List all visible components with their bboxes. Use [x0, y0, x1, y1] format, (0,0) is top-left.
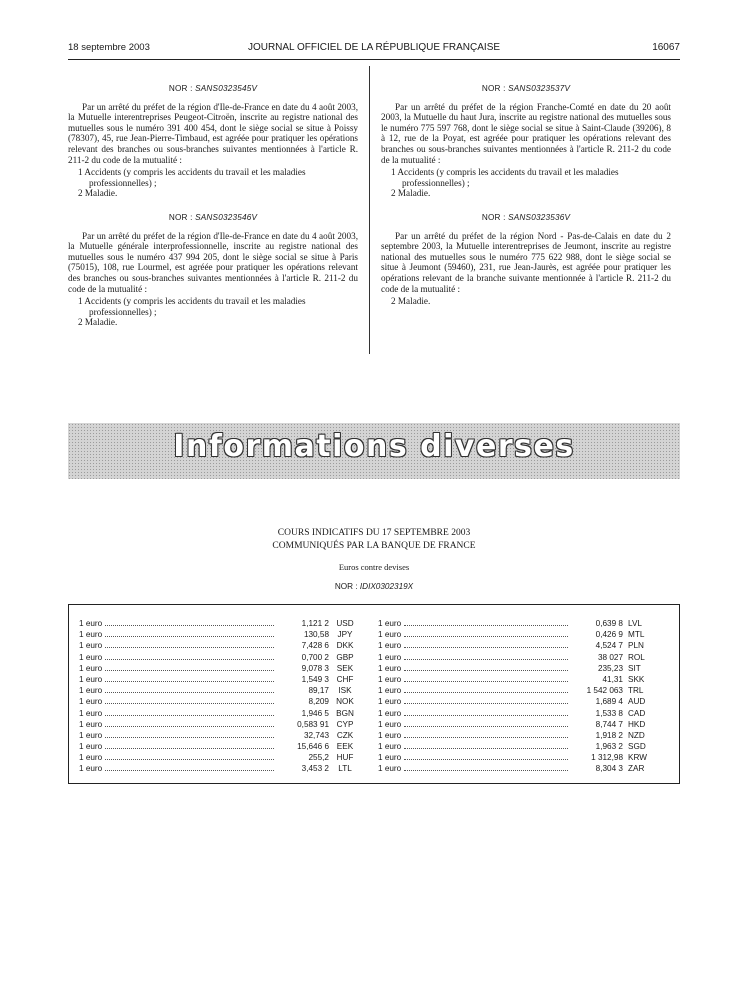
rate-row: [79, 674, 361, 685]
currency-code: CYP: [336, 719, 354, 729]
currency-code: SGD: [628, 742, 646, 752]
currency-code: GBP: [336, 652, 354, 662]
rate-row: [378, 674, 660, 685]
rate-base: 1 euro: [378, 730, 402, 740]
exchange-rates-heading: [68, 527, 680, 593]
rate-value: 1,963 2: [595, 742, 623, 752]
nor-label: NOR :: [481, 84, 506, 93]
currency-code: LVL: [628, 619, 642, 628]
rate-base: 1 euro: [79, 674, 103, 684]
rate-row: [378, 618, 660, 629]
currency-code: LTL: [338, 764, 352, 774]
nor-label: NOR :: [168, 212, 193, 222]
rate-row: [378, 685, 660, 696]
dot-leader: [404, 640, 568, 648]
rate-base: 1 euro: [79, 764, 103, 774]
dot-leader: [404, 730, 568, 738]
branch-item: professionnelles) ;: [402, 177, 470, 188]
dot-leader: [404, 741, 568, 749]
rate-base: 1 euro: [79, 719, 103, 729]
dot-leader: [105, 629, 274, 637]
branch-item: 2 Maladie.: [391, 188, 431, 199]
exchange-rates-table: [68, 604, 680, 784]
dot-leader: [404, 674, 568, 682]
nor-label: NOR :: [168, 84, 193, 93]
rate-row: [79, 640, 361, 651]
dot-leader: [404, 696, 568, 704]
rate-base: 1 euro: [378, 674, 402, 684]
rate-row: [79, 719, 361, 730]
dot-leader: [404, 652, 568, 660]
nor-code: SANS0323545V: [195, 84, 258, 93]
decree-block: [68, 84, 358, 199]
rate-row: [378, 629, 660, 640]
rate-row: [378, 696, 660, 707]
currency-code: CHF: [336, 674, 354, 684]
currency-code: ISK: [338, 686, 352, 696]
rate-base: 1 euro: [378, 641, 402, 651]
rate-value: 0,639 8: [595, 619, 623, 628]
nor-label: NOR :: [481, 212, 506, 222]
rate-value: 1,533 8: [595, 708, 623, 718]
dot-leader: [105, 663, 274, 671]
rate-row: [378, 663, 660, 674]
rate-value: 255,2: [308, 753, 329, 763]
rate-base: 1 euro: [378, 719, 402, 729]
rate-value: 89,17: [308, 686, 329, 696]
rate-value: 1,946 5: [301, 708, 329, 718]
decree-block: [381, 213, 671, 307]
nor-code: IDIX0302319X: [359, 582, 414, 591]
rate-value: 0,700 2: [301, 652, 329, 662]
rate-value: 38 027: [597, 652, 623, 662]
rate-value: 1,121 2: [301, 619, 329, 628]
rates-left-column: [79, 618, 361, 775]
dot-leader: [105, 741, 274, 749]
rate-row: [79, 663, 361, 674]
decree-text: Par un arrêté du préfet de la région Franche-Comté en date du 20 août 2003, la Mutuelle du haut Jura, inscrite au registre national des mutuelles sous le numéro 775 597 768, dont le siège social se situe à Saint-Claude (39206), 8 à 12, rue de la Poyat, est agréée pour pratiquer les opérations relevant des branches ou sous-branches suivantes mentionnées à l'article R. 211-2 du code de la mutualité :: [381, 101, 671, 165]
currency-code: JPY: [337, 630, 353, 640]
rate-base: 1 euro: [79, 730, 103, 740]
currency-code: BGN: [336, 708, 354, 718]
cours-line1: COURS INDICATIFS DU 17 SEPTEMBRE 2003: [277, 528, 471, 538]
rate-base: 1 euro: [378, 697, 402, 707]
rate-value: 3,453 2: [301, 764, 329, 774]
decree-block: [68, 213, 358, 328]
nor-code: SANS0323536V: [508, 212, 571, 222]
rate-base: 1 euro: [79, 697, 103, 707]
rate-value: 41,31: [602, 674, 623, 684]
right-column: [381, 84, 671, 321]
dot-leader: [404, 618, 568, 626]
nor-code: SANS0323546V: [195, 212, 258, 222]
rate-row: [378, 719, 660, 730]
rate-row: [378, 741, 660, 752]
rate-value: 130,58: [303, 630, 329, 640]
dot-leader: [404, 763, 568, 771]
rate-value: 8,744 7: [595, 719, 623, 729]
rate-row: [378, 652, 660, 663]
nor-reference: [68, 213, 358, 224]
branch-item: 2 Maladie.: [391, 296, 431, 307]
cours-nor: [68, 580, 680, 593]
currency-code: ROL: [628, 652, 645, 662]
currency-code: PLN: [628, 641, 644, 651]
decree-text: Par un arrêté du préfet de la région Nord - Pas-de-Calais en date du 2 septembre 2003, la Mutuelle interentreprises de Jeumont, inscrite au registre national des mutuelles sous le numéro 775 622 988, dont le siège social se situe à Jeumont (59460), 231, rue Jean-Jaurès, est agréée pour pratiquer les opérations relevant de la branche suivante mentionnée à l'article R. 211-2 du code de la mutualité :: [381, 230, 671, 294]
rate-base: 1 euro: [378, 686, 402, 696]
branch-item: professionnelles) ;: [89, 177, 157, 188]
rate-base: 1 euro: [378, 753, 402, 763]
rate-row: [378, 640, 660, 651]
dot-leader: [105, 708, 274, 716]
branch-item: 2 Maladie.: [78, 317, 118, 328]
rate-base: 1 euro: [378, 742, 402, 752]
column-divider: [369, 66, 370, 354]
rate-base: 1 euro: [378, 764, 402, 774]
rate-base: 1 euro: [79, 708, 103, 718]
rate-row: [79, 629, 361, 640]
dot-leader: [404, 629, 568, 637]
branch-item: 1 Accidents (y compris les accidents du travail et les maladies: [391, 167, 619, 178]
currency-code: ZAR: [628, 764, 645, 774]
decree-block: [381, 84, 671, 199]
rate-row: [79, 652, 361, 663]
rate-value: 7,428 6: [301, 641, 329, 651]
currency-code: KRW: [628, 753, 647, 763]
rate-value: 4,524 7: [595, 641, 623, 651]
rate-base: 1 euro: [79, 686, 103, 696]
rate-base: 1 euro: [79, 652, 103, 662]
left-column: [68, 84, 358, 342]
rate-row: [378, 730, 660, 741]
dot-leader: [404, 708, 568, 716]
nor-reference: [381, 84, 671, 95]
header-date: 18 septembre 2003: [68, 42, 150, 53]
currency-code: CZK: [336, 730, 354, 740]
rate-value: 8,304 3: [595, 764, 623, 774]
rate-row: [79, 685, 361, 696]
branch-item: 2 Maladie.: [78, 188, 118, 199]
rate-value: 1,549 3: [301, 674, 329, 684]
currency-code: DKK: [336, 641, 354, 651]
currency-code: TRL: [628, 686, 644, 696]
rates-right-column: [378, 618, 660, 775]
rate-value: 9,078 3: [301, 663, 329, 673]
dot-leader: [105, 752, 274, 760]
rate-base: 1 euro: [79, 663, 103, 673]
dot-leader: [105, 696, 274, 704]
rate-row: [79, 752, 361, 763]
rate-base: 1 euro: [378, 652, 402, 662]
currency-code: SKK: [628, 674, 645, 684]
rate-value: 32,743: [303, 730, 329, 740]
cours-line2: COMMUNIQUÉS PAR LA BANQUE DE FRANCE: [272, 541, 476, 551]
rate-base: 1 euro: [378, 663, 402, 673]
rate-row: [79, 763, 361, 774]
rate-value: 0,426 9: [595, 630, 623, 640]
dot-leader: [105, 763, 274, 771]
rate-base: 1 euro: [79, 641, 103, 651]
rate-value: 1 542 063: [586, 686, 623, 696]
rate-row: [79, 708, 361, 719]
section-banner: [68, 423, 680, 479]
cours-subtitle: Euros contre devises: [338, 562, 410, 572]
currency-code: NOK: [336, 697, 354, 707]
dot-leader: [105, 685, 274, 693]
rate-base: 1 euro: [378, 630, 402, 640]
header-rule: [68, 59, 680, 60]
branch-item: 1 Accidents (y compris les accidents du travail et les maladies: [78, 296, 306, 307]
rate-row: [79, 730, 361, 741]
dot-leader: [404, 719, 568, 727]
rate-row: [79, 741, 361, 752]
rate-value: 1,918 2: [595, 730, 623, 740]
branch-item: professionnelles) ;: [89, 306, 157, 317]
page-header: [68, 42, 680, 56]
nor-reference: [68, 84, 358, 95]
currency-code: EEK: [336, 742, 354, 752]
rate-value: 8,209: [308, 697, 329, 707]
section-title: Informations diverses: [173, 429, 575, 464]
currency-code: SEK: [336, 663, 354, 673]
currency-code: MTL: [628, 630, 645, 640]
rate-row: [79, 618, 361, 629]
currency-code: NZD: [628, 730, 645, 740]
currency-code: USD: [336, 619, 354, 628]
rate-value: 1 312,98: [591, 753, 623, 763]
dot-leader: [404, 752, 568, 760]
page-number: 16067: [652, 42, 680, 53]
rate-row: [79, 696, 361, 707]
decree-text: Par un arrêté du préfet de la région d'Ile-de-France en date du 4 août 2003, la Mutuelle interentreprises Peugeot-Citroën, inscrite au registre national des mutuelles sous le numéro 391 400 454, dont le siège social se situe à Poissy (78307), 45, rue Jean-Pierre-Timbaud, est agréée pour pratiquer les opérations relevant des branches ou sous-branches suivantes mentionnées à l'article R. 211-2 du code de la mutualité :: [68, 101, 358, 165]
rate-value: 1,689 4: [595, 697, 623, 707]
rate-base: 1 euro: [378, 619, 402, 628]
currency-code: SIT: [628, 663, 641, 673]
rate-base: 1 euro: [79, 630, 103, 640]
rate-row: [378, 763, 660, 774]
nor-reference: [381, 213, 671, 224]
rate-base: 1 euro: [79, 619, 103, 628]
dot-leader: [105, 730, 274, 738]
rate-row: [378, 708, 660, 719]
rate-base: 1 euro: [378, 708, 402, 718]
decree-text: Par un arrêté du préfet de la région d'Ile-de-France en date du 4 août 2003, la Mutuelle générale interprofessionnelle, inscrite au registre national des mutuelles sous le numéro 437 994 205, dont le siège social se situe à Paris (75015), 108, rue Lourmel, est agréée pour pratiquer les opérations relevant des branches ou sous-branches suivantes mentionnées à l'article R. 211-2 du code de la mutualité :: [68, 230, 358, 294]
rate-row: [378, 752, 660, 763]
rate-base: 1 euro: [79, 753, 103, 763]
dot-leader: [404, 663, 568, 671]
currency-code: HKD: [628, 719, 646, 729]
dot-leader: [105, 674, 274, 682]
dot-leader: [105, 652, 274, 660]
nor-label: NOR :: [334, 582, 358, 591]
rate-value: 235,23: [597, 663, 623, 673]
dot-leader: [105, 640, 274, 648]
currency-code: CAD: [628, 708, 646, 718]
currency-code: HUF: [336, 753, 354, 763]
branch-item: 1 Accidents (y compris les accidents du travail et les maladies: [78, 167, 306, 178]
rate-value: 15,646 6: [297, 742, 329, 752]
dot-leader: [404, 685, 568, 693]
dot-leader: [105, 719, 274, 727]
journal-title: JOURNAL OFFICIEL DE LA RÉPUBLIQUE FRANÇAISE: [247, 42, 501, 53]
currency-code: AUD: [628, 697, 646, 707]
dot-leader: [105, 618, 274, 626]
nor-code: SANS0323537V: [508, 84, 571, 93]
rate-value: 0,583 91: [297, 719, 329, 729]
rate-base: 1 euro: [79, 742, 103, 752]
